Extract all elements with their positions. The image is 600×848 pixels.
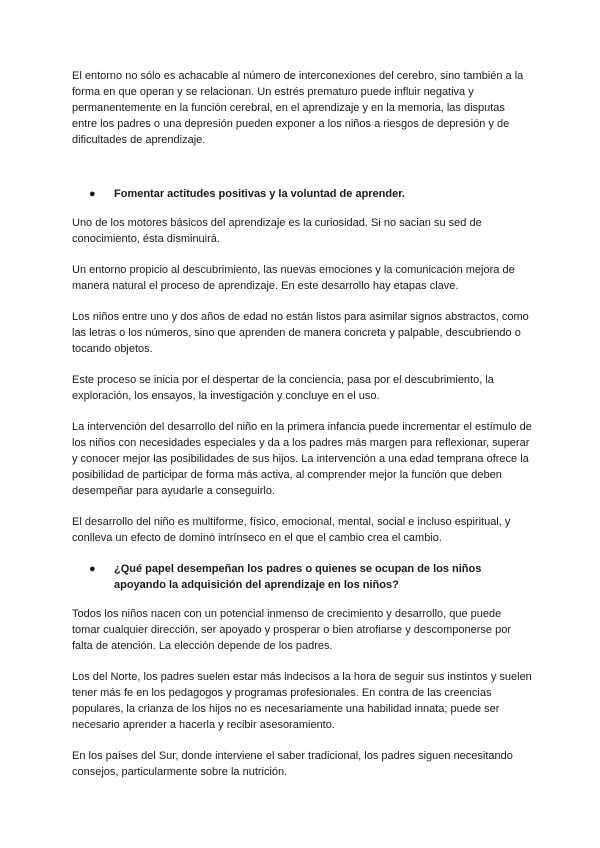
- document-page: [72, 68, 532, 795]
- bullet-icon: ●: [89, 563, 96, 575]
- body-paragraph: En los países del Sur, donde interviene el saber tradicional, los padres siguen necesitando consejos, particularmente sobre la nutrición.: [72, 750, 513, 778]
- body-paragraph: El desarrollo del niño es multiforme, físico, emocional, mental, social e incluso espiritual, y conlleva un efecto de dominó intrínseco en el que el cambio crea el cambio.: [72, 516, 511, 544]
- body-paragraph: Los niños entre uno y dos años de edad no están listos para asimilar signos abstractos, como las letras o los números, sino que aprenden de manera concreta y palpable, descubriendo o tocando objetos.: [72, 311, 529, 355]
- bullet-heading-text: ¿Qué papel desempeñan los padres o quienes se ocupan de los niños apoyando la adquisición del aprendizaje en los niños?: [114, 563, 482, 591]
- body-paragraph: Un entorno propicio al descubrimiento, las nuevas emociones y la comunicación mejora de manera natural el proceso de aprendizaje. En este desarrollo hay etapas clave.: [72, 264, 515, 292]
- intro-paragraph: El entorno no sólo es achacable al número de interconexiones del cerebro, sino también a la forma en que operan y se relacionan. Un estrés prematuro puede influir negativa y permanentemente en la función cerebral, en el aprendizaje y en la memoria, las disputas entre los padres o una depresión pueden exponer a los niños a riesgos de depresión y de dificultades de aprendizaje.: [72, 70, 524, 146]
- bullet-heading-papel-padres: [72, 561, 532, 593]
- bullet-heading-text: Fomentar actitudes positivas y la voluntad de aprender.: [114, 188, 405, 200]
- body-paragraph: La intervención del desarrollo del niño en la primera infancia puede incrementar el estímulo de los niños con necesidades especiales y da a los padres más margen para reflexionar, superar y conocer mejor las posibilidades de sus hijos. La intervención a una edad temprana ofrece la posibilidad de participar de forma más activa, al comprender mejor la función que deben desempeñar para ayudarle a conseguirlo.: [72, 421, 532, 497]
- bullet-icon: ●: [89, 188, 96, 200]
- body-paragraph: Los del Norte, los padres suelen estar más indecisos a la hora de seguir sus instintos y suelen tener más fe en los pedagogos y programas profesionales. En contra de las creencias populares, la crianza de los hijos no es necesariamente una habilidad innata; puede ser necesario aprender a hacerla y recibir asesoramiento.: [72, 671, 532, 731]
- bullet-heading-fomentar: [72, 186, 532, 202]
- body-paragraph: Todos los niños nacen con un potencial inmenso de crecimiento y desarrollo, que puede tomar cualquier dirección, ser apoyado y prosperar o bien atrofiarse y descomponerse por falta de atención. La elección depende de los padres.: [72, 608, 512, 652]
- body-paragraph: Este proceso se inicia por el despertar de la conciencia, pasa por el descubrimiento, la exploración, los ensayos, la investigación y concluye en el uso.: [72, 374, 494, 402]
- body-paragraph: Uno de los motores básicos del aprendizaje es la curiosidad. Si no sacian su sed de conocimiento, ésta disminuirá.: [72, 217, 482, 245]
